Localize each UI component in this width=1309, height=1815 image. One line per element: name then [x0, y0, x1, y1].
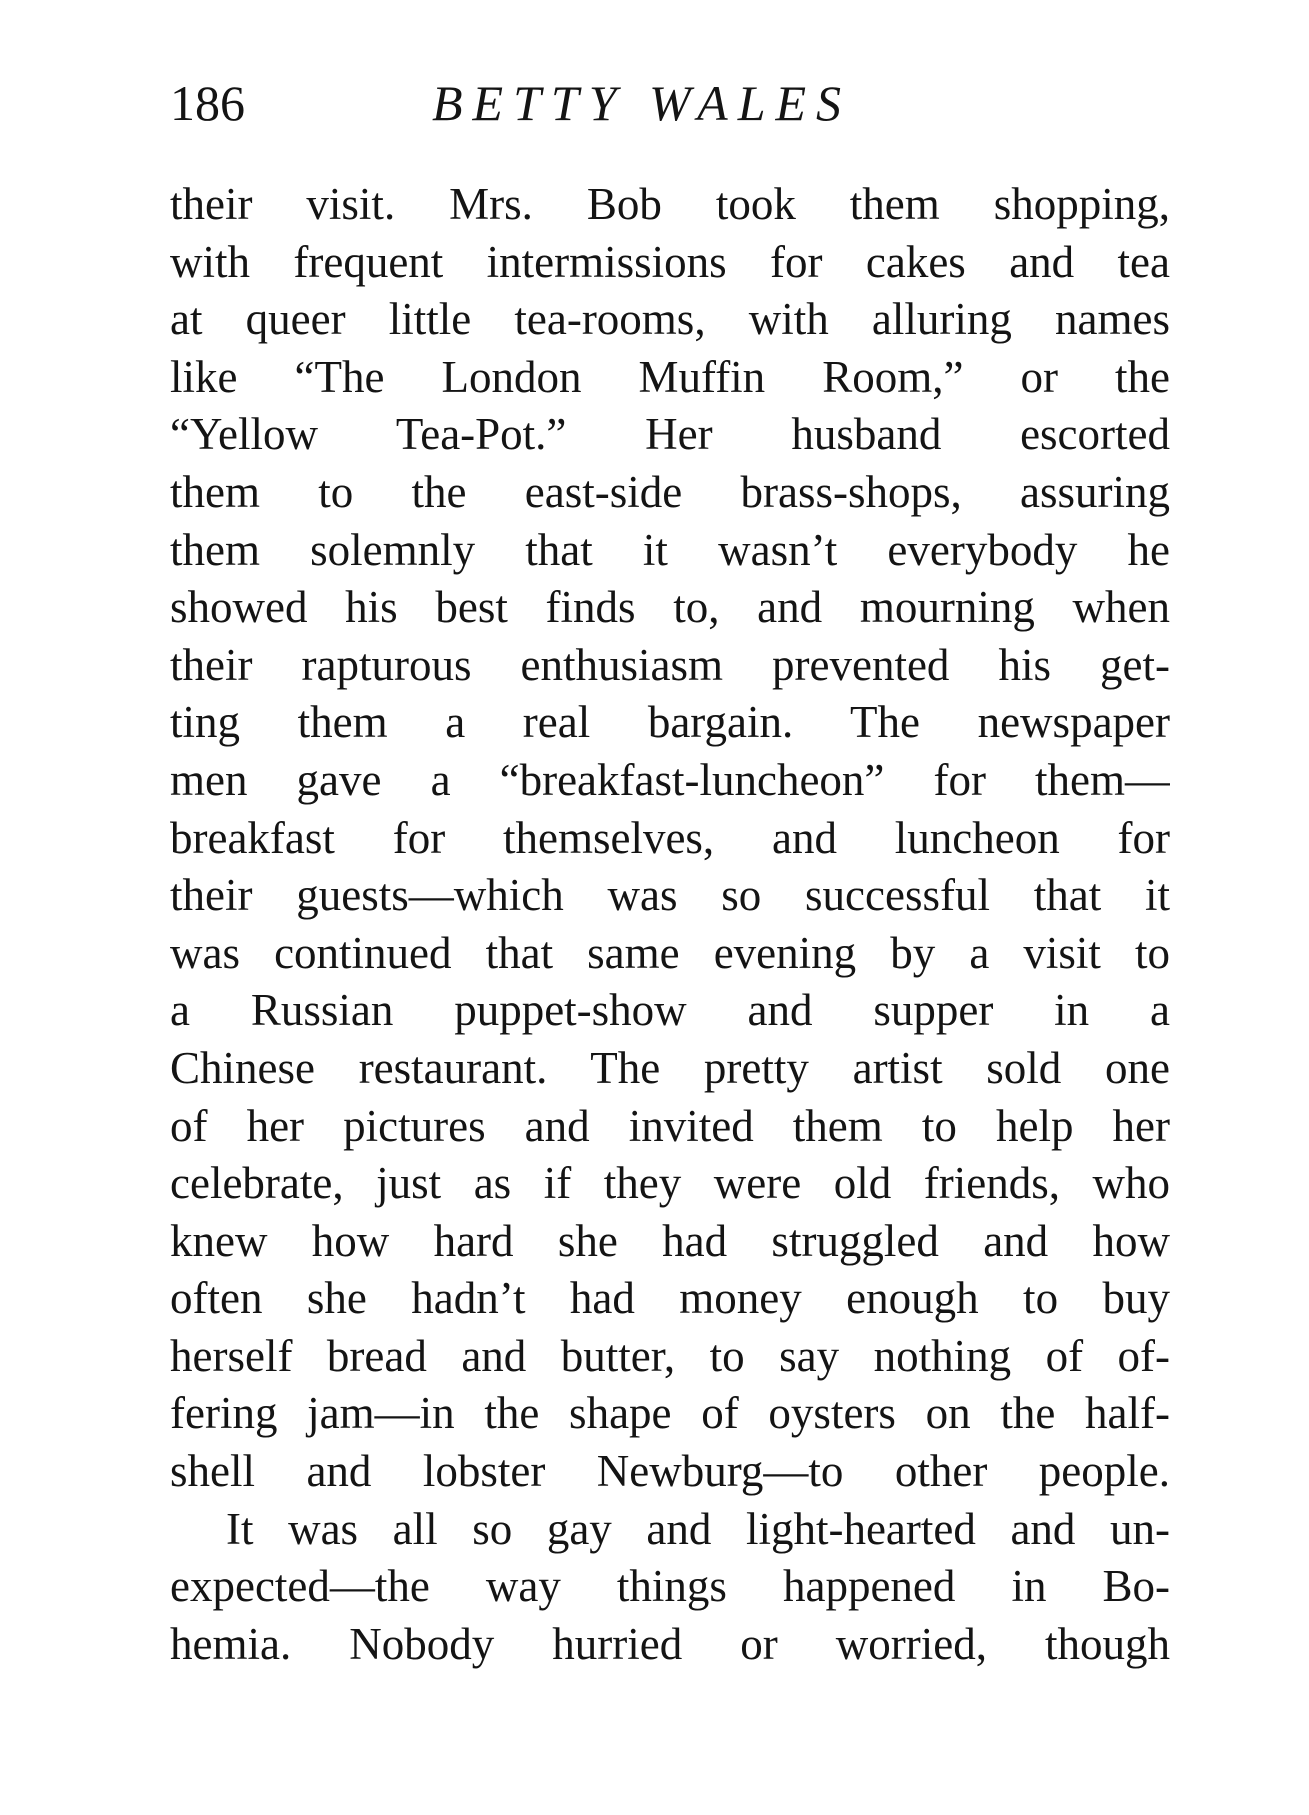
text-line-paragraph-start: It was all so gay and light-hearted and un- [226, 1503, 1170, 1554]
text-line: breakfast for themselves, and luncheon for [170, 812, 1170, 863]
text-line: “Yellow Tea-Pot.” Her husband escorted [170, 409, 1170, 460]
text-line: expected—the way things happened in Bo- [170, 1561, 1170, 1612]
text-line: their rapturous enthusiasm prevented his get- [170, 639, 1170, 690]
text-line: like “The London Muffin Room,” or the [170, 351, 1170, 402]
text-line: celebrate, just as if they were old friends, who [170, 1158, 1170, 1209]
text-line: at queer little tea-rooms, with alluring names [170, 294, 1170, 345]
text-line: men gave a “breakfast-luncheon” for them— [170, 754, 1170, 805]
text-line: their visit. Mrs. Bob took them shopping, [170, 179, 1170, 229]
text-line: hemia. Nobody hurried or worried, though [170, 1618, 1170, 1669]
text-line: Chinese restaurant. The pretty artist sold one [170, 1042, 1170, 1093]
text-line: them solemnly that it wasn’t everybody he [170, 524, 1170, 575]
text-line: knew how hard she had struggled and how [170, 1215, 1170, 1266]
text-line: ting them a real bargain. The newspaper [170, 697, 1170, 748]
page-header [170, 68, 1170, 138]
text-line: herself bread and butter, to say nothing of of- [170, 1330, 1170, 1381]
body-text [170, 176, 1170, 1673]
page-number: 186 [170, 75, 245, 131]
text-line: showed his best finds to, and mourning when [170, 582, 1170, 633]
running-title: BETTY WALES [432, 75, 852, 131]
text-line: their guests—which was so successful that it [170, 870, 1170, 921]
text-line: was continued that same evening by a visit to [170, 927, 1170, 978]
text-line: fering jam—in the shape of oysters on the half- [170, 1388, 1170, 1439]
text-line: of her pictures and invited them to help her [170, 1100, 1170, 1151]
text-line: them to the east-side brass-shops, assuring [170, 466, 1170, 517]
text-line: with frequent intermissions for cakes and tea [170, 236, 1170, 287]
text-line: a Russian puppet-show and supper in a [170, 985, 1170, 1036]
text-line: often she hadn’t had money enough to buy [170, 1273, 1170, 1324]
text-line: shell and lobster Newburg—to other people. [170, 1446, 1170, 1497]
